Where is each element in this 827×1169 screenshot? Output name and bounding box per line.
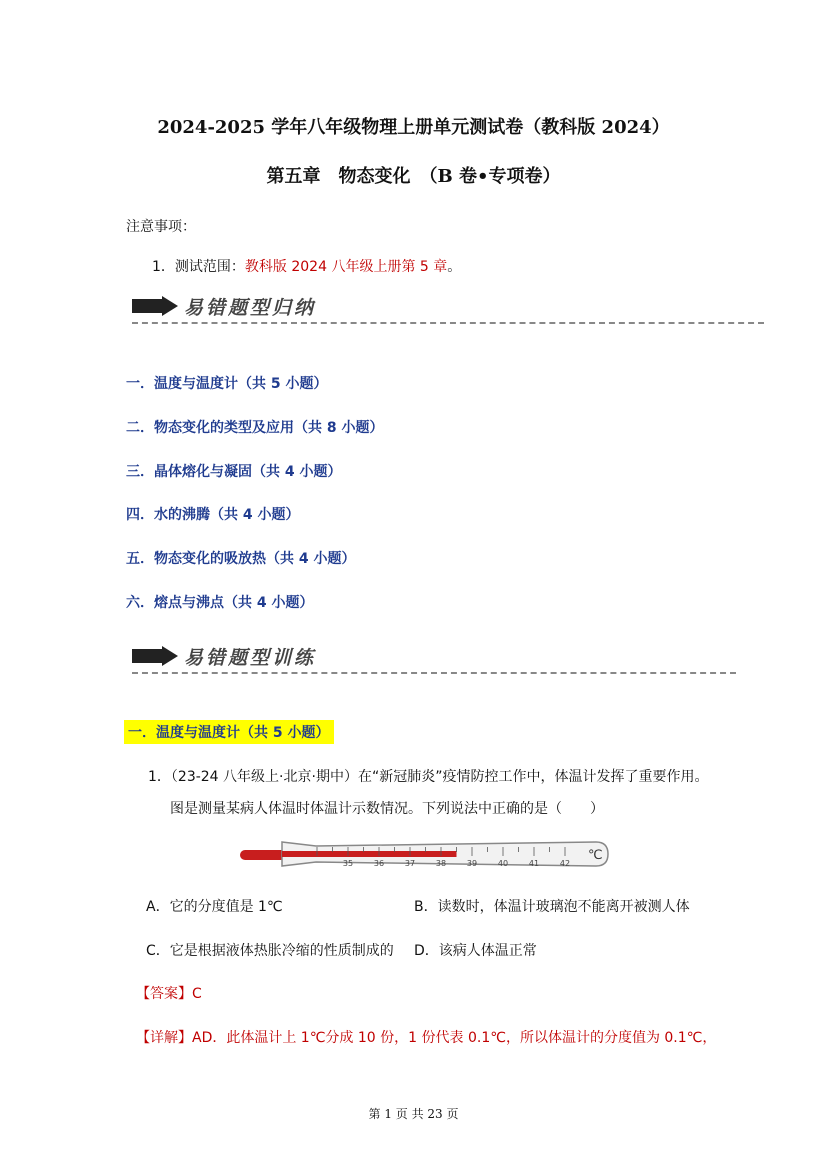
category-item: 六．熔点与沸点（共 4 小题）: [126, 595, 314, 611]
chapter-subtitle: 第五章 物态变化 （B 卷•专项卷）: [266, 166, 561, 187]
scope-prefix: 1．测试范围：: [152, 259, 245, 275]
section-heading: 一．温度与温度计（共 5 小题）: [124, 720, 334, 744]
question-text-line2: 图是测量某病人体温时体温计示数情况。下列说法中正确的是（ ）: [170, 801, 604, 817]
scale-tick-label: 39: [466, 859, 478, 868]
training-banner: [132, 640, 736, 674]
arrow-icon: [132, 296, 178, 316]
training-banner-label: 易错题型训练: [184, 647, 317, 669]
notice-heading: 注意事项：: [126, 219, 196, 235]
arrow-icon: [132, 646, 178, 666]
test-scope: [152, 256, 461, 276]
banner-divider: [132, 672, 736, 674]
scale-tick-label: 36: [373, 859, 385, 868]
scale-tick-label: 42: [559, 859, 571, 868]
category-item: 一．温度与温度计（共 5 小题）: [126, 376, 328, 392]
scale-tick-label: 40: [497, 859, 509, 868]
unit-label: ℃: [588, 848, 603, 863]
option-d: D．该病人体温正常: [414, 943, 537, 959]
category-item: 五．物态变化的吸放热（共 4 小题）: [126, 551, 356, 567]
scope-suffix: 。: [447, 259, 462, 275]
option-c: C．它是根据液体热胀冷缩的性质制成的: [146, 943, 394, 959]
question-text-line1: 1．（23-24 八年级上·北京·期中）在“新冠肺炎”疫情防控工作中，体温计发挥了重要作用。: [148, 769, 709, 785]
option-b: B．读数时，体温计玻璃泡不能离开被测人体: [414, 899, 690, 915]
banner-divider: [132, 322, 764, 324]
summary-banner-label: 易错题型归纳: [184, 297, 317, 319]
thermometer-bulb: [240, 850, 286, 860]
document-title: 2024-2025 学年八年级物理上册单元测试卷（教科版 2024）: [157, 117, 670, 138]
summary-banner: [132, 290, 764, 324]
page-footer: 第 1 页 共 23 页: [368, 1107, 459, 1121]
option-a: A．它的分度值是 1℃: [146, 899, 283, 915]
category-item: 四．水的沸腾（共 4 小题）: [126, 507, 300, 523]
detail-line: 【详解】AD．此体温计上 1℃分成 10 份，1 份代表 0.1℃，所以体温计的分度值为 0.1℃，: [136, 1030, 717, 1046]
scale-tick-label: 38: [435, 859, 447, 868]
category-item: 二．物态变化的类型及应用（共 8 小题）: [126, 420, 384, 436]
scale-tick-label: 37: [404, 859, 416, 868]
category-item: 三．晶体熔化与凝固（共 4 小题）: [126, 464, 342, 480]
scale-tick-label: 41: [528, 859, 540, 868]
answer-line: 【答案】C: [136, 986, 202, 1002]
mercury-column: [282, 851, 457, 857]
scope-value: 教科版 2024 八年级上册第 5 章: [244, 259, 448, 275]
thermometer-figure: [236, 836, 612, 872]
scale-tick-label: 35: [342, 859, 354, 868]
